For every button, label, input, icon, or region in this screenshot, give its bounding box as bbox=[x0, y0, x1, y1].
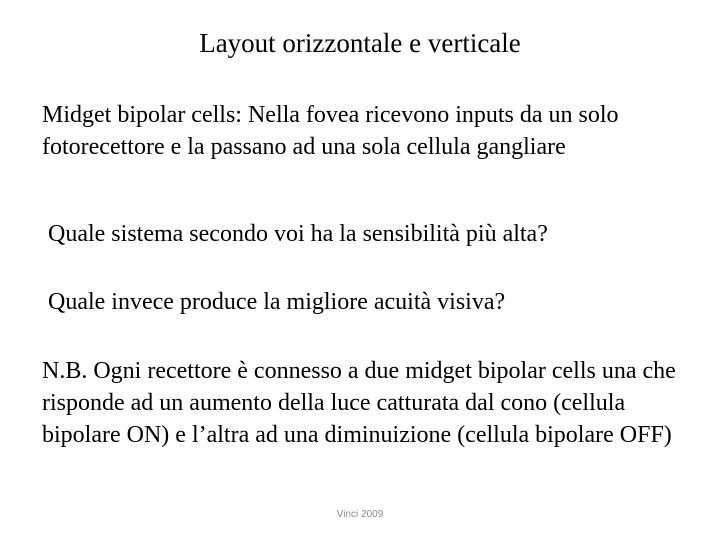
sensitivity-question: Quale sistema secondo voi ha la sensibilità più alta? bbox=[48, 221, 548, 247]
slide-title: Layout orizzontale e verticale bbox=[199, 28, 521, 58]
slide-footer: Vinci 2009 bbox=[336, 509, 384, 520]
note-paragraph: N.B. Ogni recettore è connesso a due midget bipolar cells una che risponde ad un aumento della luce catturata dal cono (cellula bipolare ON) e l’altra ad una diminuizione (cellula bipolare OFF) bbox=[42, 358, 676, 448]
acuity-question: Quale invece produce la migliore acuità visiva? bbox=[48, 289, 506, 315]
midget-bipolar-paragraph: Midget bipolar cells: Nella fovea ricevono inputs da un solo fotorecettore e la passano ad una sola cellula gangliare bbox=[42, 102, 619, 160]
